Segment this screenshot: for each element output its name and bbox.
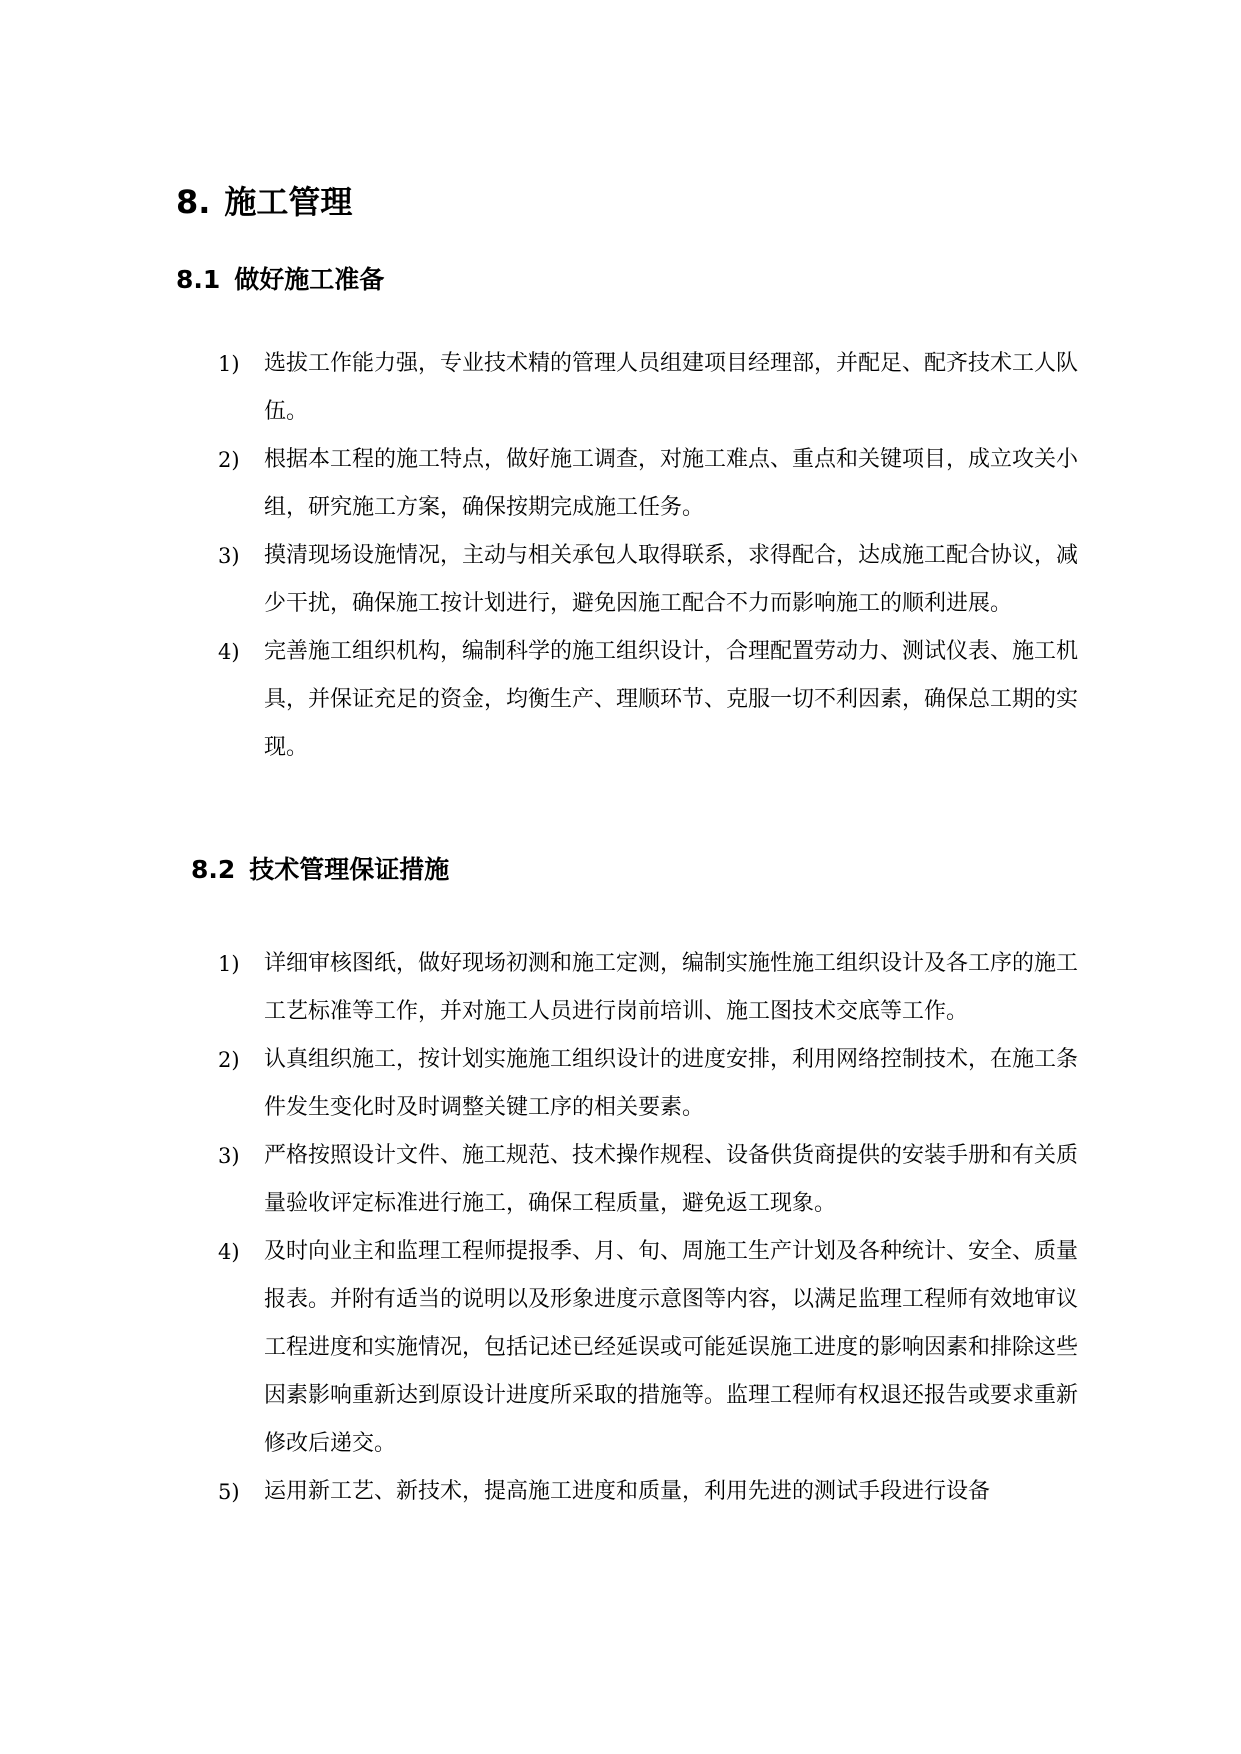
section-title: 施工管理	[224, 183, 353, 221]
subsection-title: 技术管理保证措施	[249, 855, 450, 884]
list-item-text: 严格按照设计文件、施工规范、技术操作规程、设备供货商提供的安装手册和有关质量验收评定标准进行施工，确保工程质量，避免返工现象。	[264, 1143, 1079, 1216]
list-item-text: 摸清现场设施情况，主动与相关承包人取得联系，求得配合，达成施工配合协议，减少干扰，确保施工按计划进行，避免因施工配合不力而影响施工的顺利进展。	[264, 543, 1079, 616]
section-number: 8.	[176, 183, 211, 221]
list-marker: 1)	[218, 952, 240, 976]
list-marker: 2)	[218, 448, 240, 472]
list-item-text: 详细审核图纸，做好现场初测和施工定测，编制实施性施工组织设计及各工序的施工工艺标准等工作，并对施工人员进行岗前培训、施工图技术交底等工作。	[264, 951, 1079, 1024]
list-item	[218, 436, 1098, 532]
list-marker: 2)	[218, 1048, 240, 1072]
list-item	[218, 532, 1098, 628]
list-item	[218, 1132, 1098, 1228]
list-marker: 5)	[218, 1480, 240, 1504]
list-item-text: 选拔工作能力强，专业技术精的管理人员组建项目经理部，并配足、配齐技术工人队伍。	[264, 351, 1079, 424]
list-marker: 3)	[218, 1144, 240, 1168]
list-item	[218, 340, 1098, 436]
subsection-title: 做好施工准备	[234, 265, 385, 294]
subsection-heading-8-1	[176, 262, 384, 298]
list-item-text: 运用新工艺、新技术，提高施工进度和质量，利用先进的测试手段进行设备	[264, 1479, 991, 1504]
list-marker: 3)	[218, 544, 240, 568]
list-item-text: 完善施工组织机构，编制科学的施工组织设计，合理配置劳动力、测试仪表、施工机具，并保证充足的资金，均衡生产、理顺环节、克服一切不利因素，确保总工期的实现。	[264, 639, 1079, 760]
list-item	[218, 1468, 1098, 1516]
section-heading	[176, 180, 352, 224]
list-item-text: 及时向业主和监理工程师提报季、月、旬、周施工生产计划及各种统计、安全、质量报表。并附有适当的说明以及形象进度示意图等内容，以满足监理工程师有效地审议工程进度和实施情况，包括记述已经延误或可能延误施工进度的影响因素和排除这些因素影响重新达到原设计进度所采取的措施等。监理工程师有权退还报告或要求重新修改后递交。	[264, 1239, 1079, 1456]
list-marker: 4)	[218, 640, 240, 664]
list-item	[218, 1228, 1098, 1468]
list-item	[218, 940, 1098, 1036]
list-marker: 4)	[218, 1240, 240, 1264]
subsection-heading-8-2	[191, 852, 449, 888]
preparation-list	[218, 340, 1098, 772]
list-item	[218, 1036, 1098, 1132]
list-item	[218, 628, 1098, 772]
subsection-number: 8.1	[176, 265, 221, 294]
list-item-text: 认真组织施工，按计划实施施工组织设计的进度安排，利用网络控制技术，在施工条件发生变化时及时调整关键工序的相关要素。	[264, 1047, 1079, 1120]
list-marker: 1)	[218, 352, 240, 376]
subsection-number: 8.2	[191, 855, 236, 884]
list-item-text: 根据本工程的施工特点，做好施工调查，对施工难点、重点和关键项目，成立攻关小组，研究施工方案，确保按期完成施工任务。	[264, 447, 1079, 520]
technical-management-list	[218, 940, 1098, 1516]
